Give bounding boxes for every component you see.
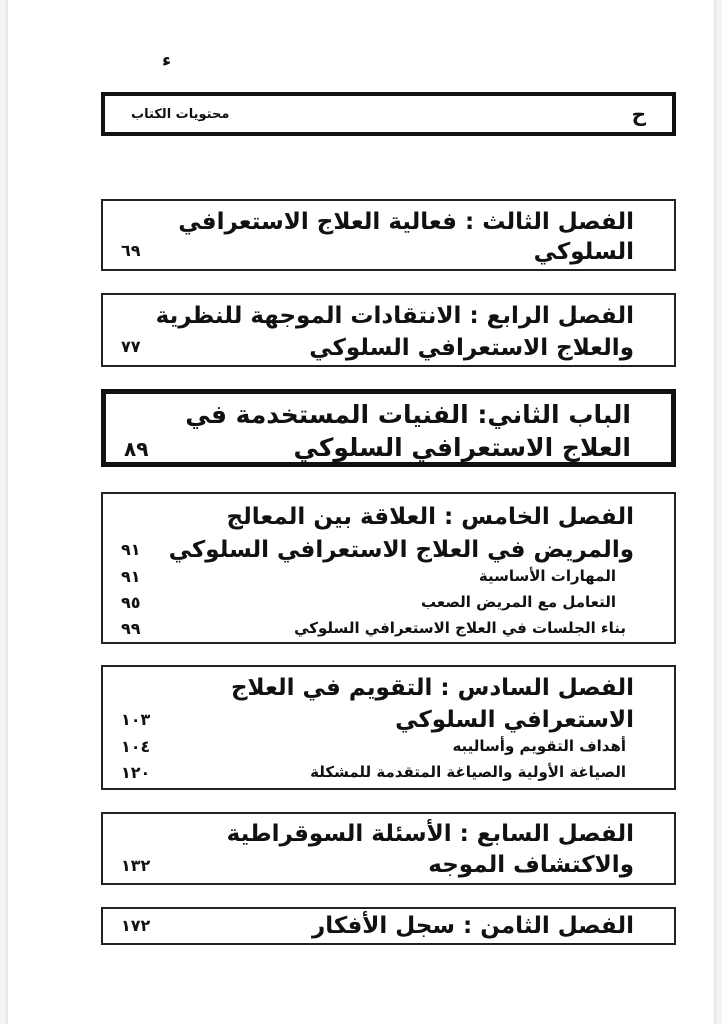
entry-page-number: ١٣٢ bbox=[121, 856, 151, 875]
toc-entry-chapter-4 bbox=[101, 293, 676, 367]
subentry-page-number: ٩١ bbox=[121, 567, 141, 586]
entry-title-line: السلوكي bbox=[533, 239, 634, 265]
entry-title-line: الفصل السادس : التقويم في العلاج bbox=[230, 675, 634, 701]
entry-page-number: ٩١ bbox=[121, 540, 141, 559]
entry-title-line: الفصل السابع : الأسئلة السوقراطية bbox=[226, 821, 634, 847]
toc-entry-part-2 bbox=[101, 389, 676, 467]
entry-page-number: ٦٩ bbox=[121, 241, 141, 260]
top-mark: ء bbox=[162, 50, 172, 71]
entry-title-line: العلاج الاستعرافي السلوكي bbox=[293, 433, 631, 462]
entry-title-line: الباب الثاني: الفنيات المستخدمة في bbox=[185, 400, 631, 429]
toc-entry-chapter-6 bbox=[101, 665, 676, 790]
subentry-page-number: ٩٩ bbox=[121, 619, 141, 638]
entry-page-number: ٧٧ bbox=[121, 337, 141, 356]
subentry-page-number: ٩٥ bbox=[121, 593, 141, 612]
subentry-title: أهداف التقويم وأساليبه bbox=[452, 737, 626, 755]
subentry-page-number: ١٠٤ bbox=[121, 737, 151, 756]
entry-page-number: ٨٩ bbox=[124, 437, 149, 461]
entry-title-line: الفصل الثالث : فعالية العلاج الاستعرافي bbox=[178, 209, 634, 235]
toc-entry-chapter-3 bbox=[101, 199, 676, 271]
subentry-title: الصياغة الأولية والصياغة المتقدمة للمشكلة bbox=[310, 763, 626, 781]
toc-entry-chapter-8 bbox=[101, 907, 676, 945]
subentry-title: بناء الجلسات في العلاج الاستعرافي السلوكي bbox=[294, 619, 626, 637]
subentry-page-number: ١٢٠ bbox=[121, 763, 151, 782]
toc-entry-chapter-5 bbox=[101, 492, 676, 644]
entry-title-line: الفصل الثامن : سجل الأفكار bbox=[311, 913, 634, 939]
entry-page-number: ١٧٢ bbox=[121, 916, 151, 935]
entry-title-line: والعلاج الاستعرافي السلوكي bbox=[309, 335, 634, 361]
header-title: محتويات الكتاب bbox=[131, 106, 230, 122]
entry-title-line: والمريض في العلاج الاستعرافي السلوكي bbox=[168, 537, 634, 563]
book-page bbox=[8, 0, 714, 1024]
entry-page-number: ١٠٣ bbox=[121, 710, 151, 729]
entry-title-line: الفصل الرابع : الانتقادات الموجهة للنظرية bbox=[155, 303, 634, 329]
entry-title-line: الاستعرافي السلوكي bbox=[395, 707, 634, 733]
entry-title-line: الفصل الخامس : العلاقة بين المعالج bbox=[226, 504, 634, 530]
subentry-title: التعامل مع المريض الصعب bbox=[420, 593, 616, 611]
page-header bbox=[101, 92, 676, 136]
subentry-title: المهارات الأساسية bbox=[478, 567, 616, 585]
page-letter: ح bbox=[631, 102, 646, 126]
entry-title-line: والاكتشاف الموجه bbox=[428, 852, 634, 878]
toc-entry-chapter-7 bbox=[101, 812, 676, 885]
